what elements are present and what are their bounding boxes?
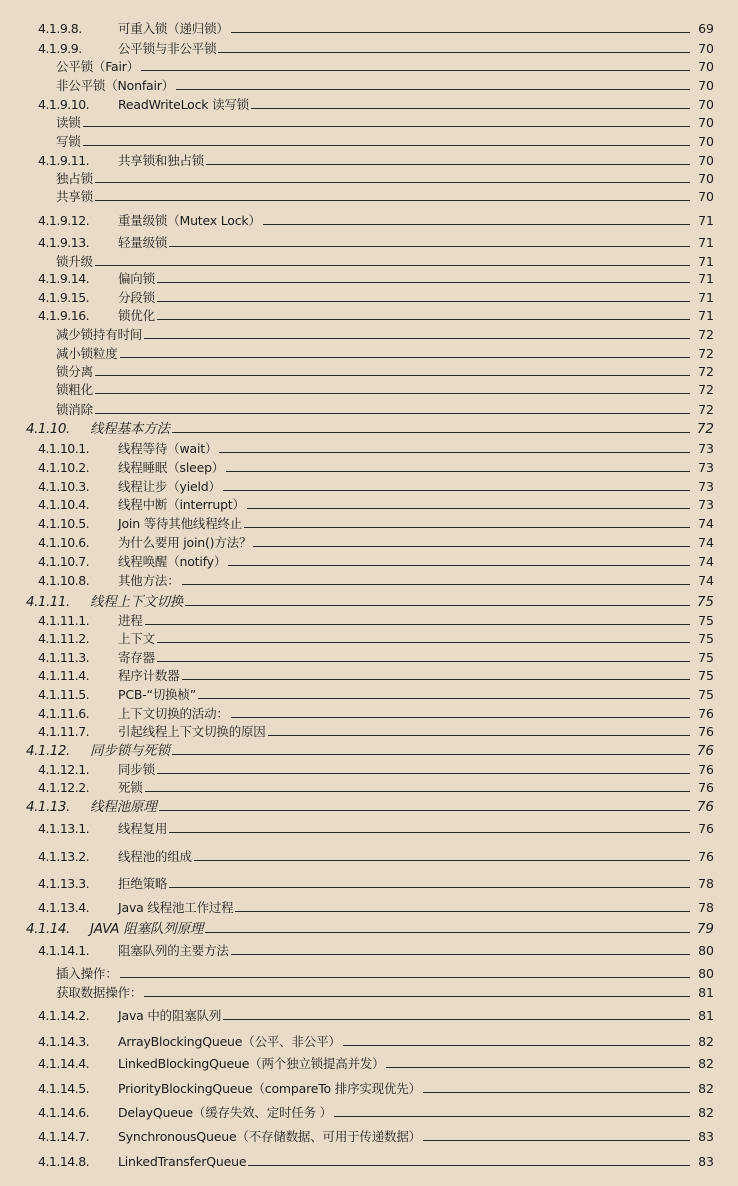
toc-leader-line bbox=[145, 624, 690, 625]
toc-entry-page-number: 70 bbox=[698, 171, 714, 186]
toc-entry-number: 4.1.9.8. bbox=[38, 21, 82, 36]
toc-entry-number: 4.1.11.4. bbox=[38, 668, 90, 683]
toc-entry-title: 线程睡眠（sleep） bbox=[118, 460, 225, 475]
toc-entry[interactable] bbox=[0, 251, 738, 269]
toc-entry[interactable] bbox=[0, 305, 738, 323]
toc-entry[interactable] bbox=[0, 918, 738, 936]
toc-entry-page-number: 75 bbox=[698, 631, 714, 646]
toc-leader-line bbox=[95, 200, 690, 201]
toc-entry-title: 其他方法： bbox=[118, 573, 180, 588]
toc-entry-number: 4.1.10.5. bbox=[38, 516, 90, 531]
toc-entry-number: 4.1.9.16. bbox=[38, 308, 90, 323]
toc-leader-line bbox=[247, 508, 690, 509]
toc-entry-page-number: 71 bbox=[698, 254, 714, 269]
toc-entry[interactable] bbox=[0, 513, 738, 531]
toc-entry[interactable] bbox=[0, 1053, 738, 1071]
toc-entry-page-number: 72 bbox=[698, 402, 714, 417]
toc-entry-number: 4.1.12. bbox=[26, 743, 70, 759]
toc-entry[interactable] bbox=[0, 75, 738, 93]
toc-entry[interactable] bbox=[0, 777, 738, 795]
toc-entry-title: 引起线程上下文切换的原因 bbox=[118, 724, 266, 739]
toc-entry-number: 4.1.10.7. bbox=[38, 554, 90, 569]
toc-leader-line bbox=[205, 932, 690, 933]
toc-entry-page-number: 70 bbox=[698, 97, 714, 112]
toc-entry-title: PriorityBlockingQueue（compareTo 排序实现优先） bbox=[118, 1081, 421, 1096]
toc-entry-number: 4.1.11.3. bbox=[38, 650, 90, 665]
toc-entry[interactable] bbox=[0, 721, 738, 739]
toc-entry-page-number: 73 bbox=[698, 460, 714, 475]
toc-leader-line bbox=[145, 791, 690, 792]
toc-entry-title: 为什么要用 join()方法？ bbox=[118, 535, 252, 550]
toc-entry[interactable] bbox=[0, 399, 738, 417]
toc-entry-number: 4.1.11. bbox=[26, 594, 70, 610]
toc-entry-title: 上下文 bbox=[118, 631, 155, 646]
toc-entry-page-number: 71 bbox=[698, 271, 714, 286]
toc-entry[interactable] bbox=[0, 343, 738, 361]
toc-entry-title: 线程中断（interrupt） bbox=[118, 497, 245, 512]
toc-leader-line bbox=[95, 375, 690, 376]
toc-entry-number: 4.1.10.2. bbox=[38, 460, 90, 475]
toc-entry-title: 锁优化 bbox=[118, 308, 155, 323]
toc-entry[interactable] bbox=[0, 684, 738, 702]
toc-entry-title: 线程复用 bbox=[118, 821, 168, 836]
toc-entry-title: 分段锁 bbox=[118, 290, 155, 305]
toc-entry-number: 4.1.13. bbox=[26, 799, 70, 815]
toc-leader-line bbox=[223, 1019, 690, 1020]
toc-entry[interactable] bbox=[0, 287, 738, 305]
toc-entry[interactable] bbox=[0, 846, 738, 864]
toc-entry-number: 4.1.10.8. bbox=[38, 573, 90, 588]
toc-entry[interactable] bbox=[0, 476, 738, 494]
toc-entry-number: 4.1.14. bbox=[26, 921, 70, 937]
toc-entry-title: 读锁 bbox=[56, 115, 81, 130]
toc-entry-title: 公平锁（Fair） bbox=[56, 59, 140, 74]
toc-entry[interactable] bbox=[0, 759, 738, 777]
toc-entry-title: 线程让步（yield） bbox=[118, 479, 221, 494]
toc-leader-line bbox=[95, 393, 690, 394]
toc-entry-page-number: 74 bbox=[698, 554, 714, 569]
toc-entry-title: Java 中的阻塞队列 bbox=[118, 1008, 222, 1023]
toc-entry-number: 4.1.14.1. bbox=[38, 943, 90, 958]
toc-entry-number: 4.1.11.5. bbox=[38, 687, 90, 702]
toc-leader-line bbox=[218, 52, 690, 53]
toc-leader-line bbox=[386, 1067, 690, 1068]
toc-entry-page-number: 76 bbox=[698, 821, 714, 836]
toc-entry[interactable] bbox=[0, 1031, 738, 1049]
toc-leader-line bbox=[235, 911, 690, 912]
toc-entry-title: 阻塞队列的主要方法 bbox=[118, 943, 229, 958]
toc-entry-number: 4.1.14.8. bbox=[38, 1154, 90, 1169]
toc-entry[interactable] bbox=[0, 818, 738, 836]
toc-entry-title: ArrayBlockingQueue（公平、非公平） bbox=[118, 1034, 341, 1049]
toc-entry-page-number: 82 bbox=[698, 1056, 714, 1071]
toc-entry[interactable] bbox=[0, 457, 738, 475]
toc-entry[interactable] bbox=[0, 379, 738, 397]
toc-entry-number: 4.1.9.9. bbox=[38, 41, 82, 56]
toc-entry-page-number: 78 bbox=[698, 876, 714, 891]
toc-entry-number: 4.1.9.10. bbox=[38, 97, 90, 112]
toc-entry-page-number: 70 bbox=[698, 189, 714, 204]
toc-leader-line bbox=[157, 301, 690, 302]
toc-leader-line bbox=[83, 145, 690, 146]
toc-entry[interactable] bbox=[0, 628, 738, 646]
toc-entry[interactable] bbox=[0, 665, 738, 683]
toc-leader-line bbox=[206, 164, 690, 165]
toc-entry[interactable] bbox=[0, 570, 738, 588]
toc-entry-number: 4.1.11.7. bbox=[38, 724, 90, 739]
toc-entry-page-number: 69 bbox=[698, 21, 714, 36]
toc-entry-page-number: 74 bbox=[698, 516, 714, 531]
toc-entry-title: LinkedBlockingQueue（两个独立锁提高并发） bbox=[118, 1056, 385, 1071]
toc-entry-title: 锁分离 bbox=[56, 364, 93, 379]
toc-entry-title: SynchronousQueue（不存储数据、可用于传递数据） bbox=[118, 1129, 421, 1144]
toc-entry-number: 4.1.14.5. bbox=[38, 1081, 90, 1096]
toc-entry-title: 上下文切换的活动： bbox=[118, 706, 229, 721]
toc-entry-number: 4.1.10.4. bbox=[38, 497, 90, 512]
toc-leader-line bbox=[231, 717, 690, 718]
toc-entry-title: 线程池的组成 bbox=[118, 849, 192, 864]
toc-entry-title: 独占锁 bbox=[56, 171, 93, 186]
toc-leader-line bbox=[172, 432, 690, 433]
toc-entry-number: 4.1.9.15. bbox=[38, 290, 90, 305]
toc-entry-title: 进程 bbox=[118, 613, 143, 628]
toc-entry-number: 4.1.9.12. bbox=[38, 213, 90, 228]
toc-leader-line bbox=[141, 70, 690, 71]
toc-leader-line bbox=[226, 471, 690, 472]
toc-leader-line bbox=[95, 182, 690, 183]
toc-entry-number: 4.1.9.13. bbox=[38, 235, 90, 250]
toc-entry-page-number: 70 bbox=[698, 115, 714, 130]
toc-entry[interactable] bbox=[0, 324, 738, 342]
toc-entry-title: 线程唤醒（notify） bbox=[118, 554, 227, 569]
toc-entry[interactable] bbox=[0, 38, 738, 56]
toc-entry-number: 4.1.10. bbox=[26, 421, 70, 437]
toc-leader-line bbox=[231, 32, 690, 33]
toc-entry[interactable] bbox=[0, 1078, 738, 1096]
toc-entry-title: 减小锁粒度 bbox=[56, 346, 118, 361]
toc-entry-title: PCB-“切换桢” bbox=[118, 687, 197, 702]
toc-entry-number: 4.1.9.14. bbox=[38, 271, 90, 286]
toc-entry-title: DelayQueue（缓存失效、定时任务 ） bbox=[118, 1105, 332, 1120]
toc-entry[interactable] bbox=[0, 982, 738, 1000]
toc-entry[interactable] bbox=[0, 18, 738, 36]
toc-entry-number: 4.1.14.3. bbox=[38, 1034, 90, 1049]
toc-entry-page-number: 83 bbox=[698, 1129, 714, 1144]
toc-entry-page-number: 71 bbox=[698, 235, 714, 250]
toc-entry-page-number: 71 bbox=[698, 213, 714, 228]
toc-entry-title: 插入操作： bbox=[56, 966, 118, 981]
toc-entry-title: 线程等待（wait） bbox=[118, 441, 218, 456]
toc-entry[interactable] bbox=[0, 796, 738, 814]
toc-entry-page-number: 76 bbox=[698, 724, 714, 739]
toc-entry-page-number: 73 bbox=[698, 479, 714, 494]
toc-entry-title: 非公平锁（Nonfair） bbox=[56, 78, 174, 93]
toc-entry-title: 线程池原理 bbox=[90, 799, 157, 815]
toc-entry-page-number: 76 bbox=[696, 799, 714, 815]
toc-entry[interactable] bbox=[0, 131, 738, 149]
toc-entry-page-number: 80 bbox=[698, 943, 714, 958]
toc-entry[interactable] bbox=[0, 112, 738, 130]
toc-entry[interactable] bbox=[0, 1151, 738, 1169]
toc-leader-line bbox=[169, 887, 690, 888]
toc-leader-line bbox=[343, 1045, 690, 1046]
toc-entry-title: 死锁 bbox=[118, 780, 143, 795]
toc-leader-line bbox=[244, 527, 690, 528]
toc-entry[interactable] bbox=[0, 56, 738, 74]
toc-entry-title: 公平锁与非公平锁 bbox=[118, 41, 217, 56]
toc-entry-page-number: 74 bbox=[698, 573, 714, 588]
toc-entry[interactable] bbox=[0, 438, 738, 456]
toc-entry-number: 4.1.13.3. bbox=[38, 876, 90, 891]
toc-entry-page-number: 79 bbox=[696, 921, 714, 937]
toc-leader-line bbox=[182, 679, 690, 680]
toc-entry-title: 偏向锁 bbox=[118, 271, 155, 286]
toc-entry-page-number: 76 bbox=[698, 849, 714, 864]
toc-leader-line bbox=[423, 1140, 690, 1141]
toc-entry-page-number: 76 bbox=[696, 743, 714, 759]
toc-entry-page-number: 82 bbox=[698, 1081, 714, 1096]
toc-entry-page-number: 75 bbox=[698, 668, 714, 683]
toc-leader-line bbox=[144, 996, 690, 997]
toc-leader-line bbox=[198, 698, 690, 699]
toc-entry-page-number: 75 bbox=[698, 613, 714, 628]
toc-entry-title: 同步锁与死锁 bbox=[90, 743, 170, 759]
toc-leader-line bbox=[159, 810, 691, 811]
toc-entry-title: 锁消除 bbox=[56, 402, 93, 417]
toc-entry[interactable] bbox=[0, 740, 738, 758]
toc-entry-title: 程序计数器 bbox=[118, 668, 180, 683]
toc-entry[interactable] bbox=[0, 963, 738, 981]
toc-entry[interactable] bbox=[0, 647, 738, 665]
toc-leader-line bbox=[157, 661, 690, 662]
toc-entry-title: 轻量级锁 bbox=[118, 235, 168, 250]
toc-entry-title: 共享锁和独占锁 bbox=[118, 153, 205, 168]
toc-leader-line bbox=[95, 265, 690, 266]
toc-entry-title: ReadWriteLock 读写锁 bbox=[118, 97, 249, 112]
toc-leader-line bbox=[231, 954, 690, 955]
toc-entry-title: 写锁 bbox=[56, 134, 81, 149]
toc-leader-line bbox=[157, 319, 690, 320]
toc-entry-page-number: 72 bbox=[698, 327, 714, 342]
toc-leader-line bbox=[185, 605, 690, 606]
toc-entry[interactable] bbox=[0, 210, 738, 228]
toc-entry-title: 线程上下文切换 bbox=[90, 594, 184, 610]
toc-leader-line bbox=[83, 126, 690, 127]
toc-entry-number: 4.1.10.1. bbox=[38, 441, 90, 456]
toc-entry-number: 4.1.13.1. bbox=[38, 821, 90, 836]
toc-leader-line bbox=[157, 642, 690, 643]
toc-entry-page-number: 75 bbox=[698, 687, 714, 702]
toc-entry-number: 4.1.14.2. bbox=[38, 1008, 90, 1023]
toc-leader-line bbox=[120, 357, 690, 358]
toc-entry-title: 拒绝策略 bbox=[118, 876, 168, 891]
toc-entry[interactable] bbox=[0, 94, 738, 112]
toc-entry-page-number: 72 bbox=[698, 382, 714, 397]
toc-entry-title: 重量级锁（Mutex Lock） bbox=[118, 213, 261, 228]
toc-entry-title: Java 线程池工作过程 bbox=[118, 900, 234, 915]
toc-entry-title: LinkedTransferQueue bbox=[118, 1154, 247, 1169]
toc-entry[interactable] bbox=[0, 361, 738, 379]
toc-leader-line bbox=[219, 452, 690, 453]
toc-entry-page-number: 76 bbox=[698, 762, 714, 777]
toc-entry-page-number: 70 bbox=[698, 78, 714, 93]
toc-entry-page-number: 82 bbox=[698, 1105, 714, 1120]
toc-leader-line bbox=[263, 224, 690, 225]
toc-entry[interactable] bbox=[0, 873, 738, 891]
toc-entry[interactable] bbox=[0, 703, 738, 721]
toc-leader-line bbox=[423, 1092, 690, 1093]
toc-entry[interactable] bbox=[0, 186, 738, 204]
toc-entry-number: 4.1.12.2. bbox=[38, 780, 90, 795]
toc-entry-page-number: 82 bbox=[698, 1034, 714, 1049]
toc-entry[interactable] bbox=[0, 551, 738, 569]
toc-leader-line bbox=[169, 832, 690, 833]
toc-entry-page-number: 72 bbox=[698, 364, 714, 379]
toc-entry-page-number: 75 bbox=[696, 594, 714, 610]
toc-leader-line bbox=[95, 413, 690, 414]
toc-entry-page-number: 74 bbox=[698, 535, 714, 550]
toc-entry-number: 4.1.9.11. bbox=[38, 153, 90, 168]
toc-entry-title: JAVA 阻塞队列原理 bbox=[90, 921, 204, 937]
toc-leader-line bbox=[228, 565, 690, 566]
toc-leader-line bbox=[223, 490, 690, 491]
toc-entry-title: 共享锁 bbox=[56, 189, 93, 204]
toc-leader-line bbox=[120, 977, 690, 978]
toc-entry[interactable] bbox=[0, 610, 738, 628]
toc-entry-number: 4.1.14.7. bbox=[38, 1129, 90, 1144]
toc-entry-page-number: 83 bbox=[698, 1154, 714, 1169]
toc-leader-line bbox=[176, 89, 690, 90]
toc-entry-number: 4.1.14.4. bbox=[38, 1056, 90, 1071]
toc-entry-page-number: 76 bbox=[698, 706, 714, 721]
toc-entry[interactable] bbox=[0, 232, 738, 250]
toc-leader-line bbox=[251, 108, 690, 109]
toc-entry-page-number: 70 bbox=[698, 59, 714, 74]
toc-entry-title: 获取数据操作： bbox=[56, 985, 143, 1000]
toc-entry-number: 4.1.14.6. bbox=[38, 1105, 90, 1120]
toc-entry-title: 锁升级 bbox=[56, 254, 93, 269]
toc-entry[interactable] bbox=[0, 494, 738, 512]
toc-entry[interactable] bbox=[0, 1102, 738, 1120]
toc-entry-page-number: 81 bbox=[698, 1008, 714, 1023]
toc-entry-title: 可重入锁（递归锁） bbox=[118, 21, 229, 36]
toc-entry-title: 减少锁持有时间 bbox=[56, 327, 143, 342]
toc-entry-number: 4.1.13.2. bbox=[38, 849, 90, 864]
toc-entry-number: 4.1.11.6. bbox=[38, 706, 90, 721]
toc-leader-line bbox=[268, 735, 690, 736]
toc-leader-line bbox=[248, 1165, 690, 1166]
toc-entry-page-number: 70 bbox=[698, 41, 714, 56]
toc-leader-line bbox=[253, 546, 690, 547]
toc-leader-line bbox=[157, 282, 690, 283]
toc-entry-page-number: 80 bbox=[698, 966, 714, 981]
toc-entry-number: 4.1.11.1. bbox=[38, 613, 90, 628]
toc-entry[interactable] bbox=[0, 150, 738, 168]
toc-entry-page-number: 70 bbox=[698, 153, 714, 168]
toc-entry-title: 线程基本方法 bbox=[90, 421, 170, 437]
toc-entry-number: 4.1.13.4. bbox=[38, 900, 90, 915]
toc-entry[interactable] bbox=[0, 940, 738, 958]
toc-entry-number: 4.1.10.6. bbox=[38, 535, 90, 550]
toc-entry[interactable] bbox=[0, 1005, 738, 1023]
toc-entry[interactable] bbox=[0, 591, 738, 609]
toc-entry[interactable] bbox=[0, 418, 738, 436]
toc-entry-number: 4.1.10.3. bbox=[38, 479, 90, 494]
toc-entry[interactable] bbox=[0, 1126, 738, 1144]
toc-entry-title: 寄存器 bbox=[118, 650, 155, 665]
toc-leader-line bbox=[334, 1116, 690, 1117]
toc-leader-line bbox=[182, 584, 690, 585]
toc-entry-page-number: 72 bbox=[696, 421, 714, 437]
toc-entry[interactable] bbox=[0, 268, 738, 286]
toc-entry-page-number: 72 bbox=[698, 346, 714, 361]
toc-leader-line bbox=[157, 773, 690, 774]
toc-entry-page-number: 73 bbox=[698, 441, 714, 456]
toc-entry-page-number: 70 bbox=[698, 134, 714, 149]
toc-entry-page-number: 76 bbox=[698, 780, 714, 795]
toc-entry-page-number: 78 bbox=[698, 900, 714, 915]
toc-leader-line bbox=[172, 754, 690, 755]
toc-leader-line bbox=[194, 860, 690, 861]
toc-entry-title: 同步锁 bbox=[118, 762, 155, 777]
toc-entry-number: 4.1.11.2. bbox=[38, 631, 90, 646]
toc-entry[interactable] bbox=[0, 168, 738, 186]
toc-entry-title: 锁粗化 bbox=[56, 382, 93, 397]
toc-leader-line bbox=[144, 338, 690, 339]
toc-entry-page-number: 71 bbox=[698, 308, 714, 323]
toc-entry-page-number: 73 bbox=[698, 497, 714, 512]
toc-entry-page-number: 75 bbox=[698, 650, 714, 665]
toc-entry[interactable] bbox=[0, 897, 738, 915]
toc-entry-number: 4.1.12.1. bbox=[38, 762, 90, 777]
toc-entry-page-number: 71 bbox=[698, 290, 714, 305]
toc-entry-page-number: 81 bbox=[698, 985, 714, 1000]
toc-entry[interactable] bbox=[0, 532, 738, 550]
toc-entry-title: Join 等待其他线程终止 bbox=[118, 516, 243, 531]
toc-leader-line bbox=[169, 246, 690, 247]
